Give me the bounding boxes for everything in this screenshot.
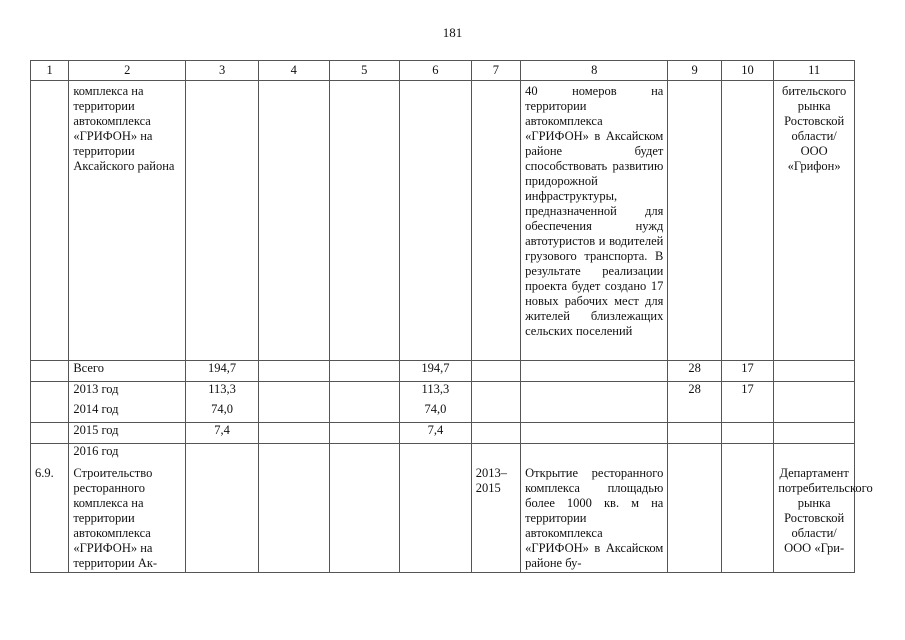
value-col3: 74,0: [186, 402, 259, 423]
col-header-10: 10: [721, 61, 773, 81]
col-header-9: 9: [668, 61, 721, 81]
year-row-2013: [31, 382, 855, 403]
col-header-1: 1: [31, 61, 69, 81]
value-col3: 7,4: [186, 423, 259, 444]
executor: Департамент потребительского рынка Ростовской области/ ООО «Гри-: [774, 464, 855, 573]
value-col6: 113,3: [400, 382, 472, 403]
year-row-2014: [31, 402, 855, 423]
year-label: 2013 год: [69, 382, 186, 403]
year-row-total: [31, 361, 855, 382]
col-header-7: 7: [471, 61, 520, 81]
value-col10: 17: [721, 382, 773, 403]
value-col6: [400, 444, 472, 465]
year-label: 2016 год: [69, 444, 186, 465]
col-header-11: 11: [774, 61, 855, 81]
continuation-row: [31, 81, 855, 361]
value-col3: 194,7: [186, 361, 259, 382]
executor-cont: бительского рынка Ростовской области/ ООО «Грифон»: [774, 81, 855, 361]
col-header-4: 4: [258, 61, 329, 81]
program-table: [30, 60, 873, 573]
value-col10: [721, 423, 773, 444]
value-col6: 7,4: [400, 423, 472, 444]
year-row-2016: [31, 444, 855, 465]
value-col10: [721, 444, 773, 465]
col-header-6: 6: [400, 61, 472, 81]
col-header-3: 3: [186, 61, 259, 81]
value-col9: [668, 402, 721, 423]
header-row: [31, 61, 855, 81]
result-description-cont: 40 номеров на территории автокомплекса «ГРИФОН» в Аксайском районе будет способствовать развитию придорожной инфраструктуры, предназначенной для обеспечения нужд автотуристов и водителей грузового транспорта. В результате реализации проекта будет создано 17 новых рабочих мест для жителей близлежащих сельских поселений: [521, 81, 668, 361]
year-label: 2014 год: [69, 402, 186, 423]
value-col9: [668, 444, 721, 465]
value-col6: 194,7: [400, 361, 472, 382]
col-header-8: 8: [521, 61, 668, 81]
result-description: Открытие ресторанного комплекса площадью более 1000 кв. м на территории автокомплекса «ГРИФОН» в Аксайском районе бу-: [521, 464, 668, 573]
value-col10: [721, 402, 773, 423]
year-label: 2015 год: [69, 423, 186, 444]
value-col10: 17: [721, 361, 773, 382]
value-col3: [186, 444, 259, 465]
implementation-period: 2013–2015: [471, 464, 520, 573]
value-col9: 28: [668, 361, 721, 382]
object-name: Строительство ресторанного комплекса на территории автокомплекса «ГРИФОН» на территории Ак-: [69, 464, 186, 573]
value-col9: 28: [668, 382, 721, 403]
year-label: Всего: [69, 361, 186, 382]
col-header-2: 2: [69, 61, 186, 81]
value-col3: 113,3: [186, 382, 259, 403]
page-number: 181: [442, 25, 463, 40]
year-row-2015: [31, 423, 855, 444]
value-col9: [668, 423, 721, 444]
item-number: 6.9.: [31, 464, 69, 573]
item-6-9-row: [31, 464, 855, 573]
value-col6: 74,0: [400, 402, 472, 423]
col-header-5: 5: [329, 61, 400, 81]
object-name-cont: комплекса на территории автокомплекса «ГРИФОН» на территории Аксайского района: [69, 81, 186, 361]
